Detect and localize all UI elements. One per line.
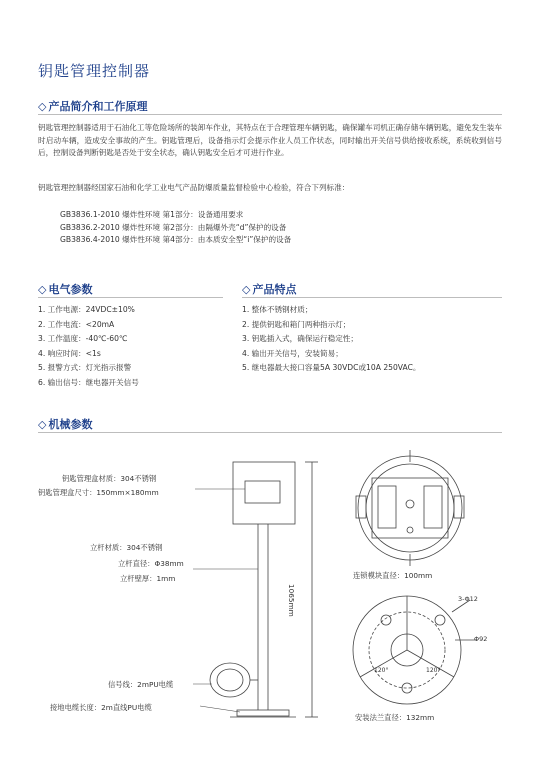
list-item: 5. 继电器最大接口容量5A 30VDC或10A 250VAC。 — [242, 363, 421, 373]
label-pole-material: 立杆材质：304不锈钢 — [90, 543, 163, 552]
base-plate — [237, 710, 289, 716]
list-item: 2. 工作电流：<20mA — [38, 319, 115, 329]
label-junction-box: 连锁模块直径：100mm — [353, 571, 433, 580]
list-item: 1. 整体不锈钢材质； — [242, 305, 313, 314]
section-heading-text: 产品简介和工作原理 — [48, 100, 148, 113]
label-signal-line: 信号线：2mPU电缆 — [108, 680, 174, 689]
standard-item: GB3836.4-2010 爆炸性环境 第4部分：由本质安全型“i”保护的设备 — [60, 235, 292, 244]
cable-gland-box — [210, 663, 258, 697]
list-item: 4. 输出开关信号，安装简易； — [242, 348, 343, 358]
list-item: 3. 工作温度：-40℃-60℃ — [38, 334, 128, 344]
list-item: 3. 钥匙插入式，确保运行稳定性； — [242, 334, 358, 344]
label-flange: 安装法兰直径：132mm — [355, 713, 435, 722]
standard-item: GB3836.2-2010 爆炸性环境 第2部分：由隔爆外壳“d”保护的设备 — [60, 222, 287, 232]
diamond-icon: ◇ — [38, 418, 47, 431]
diamond-icon: ◇ — [38, 283, 47, 296]
standard-item: GB3836.1-2010 爆炸性环境 第1部分：设备通用要求 — [60, 210, 244, 219]
label-box-material: 钥匙管理盒材质：304不锈钢 — [62, 474, 157, 483]
label-holes: 3-Φ12 — [458, 595, 478, 603]
list-item: 4. 响应时间：<1s — [38, 348, 101, 358]
intro-paragraph-1: 钥匙管理控制器适用于石油化工等危险场所的装卸车作业，其特点在于合理管理车辆钥匙，确保罐车司机正确存储车辆钥匙，避免发生装车时启动车辆，造成安全事故的产生。钥匙管理后，设备指示灯会提示作业人员工作状态，同时输出开关信号供给接收系统，系统收到信号后，控制设备判断钥匙是否处于安全状态，确认钥匙安全后才可进行作业。 — [38, 123, 502, 157]
list-item: 5. 报警方式：灯光指示报警 — [38, 363, 132, 373]
label-dia92: Φ92 — [474, 635, 488, 643]
key-box-window — [245, 481, 280, 503]
section-heading-text: 机械参数 — [48, 418, 93, 431]
junction-box-top-view — [356, 450, 464, 566]
diamond-icon: ◇ — [38, 100, 47, 113]
label-ground-cable: 接地电缆长度：2m直线PU电缆 — [50, 703, 152, 712]
label-pole-diameter: 立杆直径：Φ38mm — [118, 559, 184, 568]
diamond-icon: ◇ — [242, 283, 251, 296]
list-item: 2. 提供钥匙和箱门两种指示灯； — [242, 319, 351, 329]
list-item: 1. 工作电源：24VDC±10% — [38, 305, 135, 314]
section-heading-text: 产品特点 — [252, 283, 297, 296]
intro-paragraph-2: 钥匙管理控制器经国家石油和化学工业电气产品防爆质量监督检验中心检验，符合下列标准： — [38, 183, 350, 192]
list-item: 6. 输出信号：继电器开关信号 — [38, 377, 139, 387]
section-heading-text: 电气参数 — [48, 283, 93, 296]
label-angle-1: 120° — [374, 667, 389, 674]
key-box — [233, 462, 295, 524]
page-title: 钥匙管理控制器 — [38, 62, 151, 80]
label-box-size: 钥匙管理盒尺寸：150mm×180mm — [38, 488, 159, 497]
flange-top-view — [353, 596, 478, 704]
label-pole-wall: 立杆壁厚：1mm — [120, 574, 176, 583]
label-height: 1065mm — [287, 584, 296, 617]
label-angle-2: 120° — [426, 667, 441, 674]
